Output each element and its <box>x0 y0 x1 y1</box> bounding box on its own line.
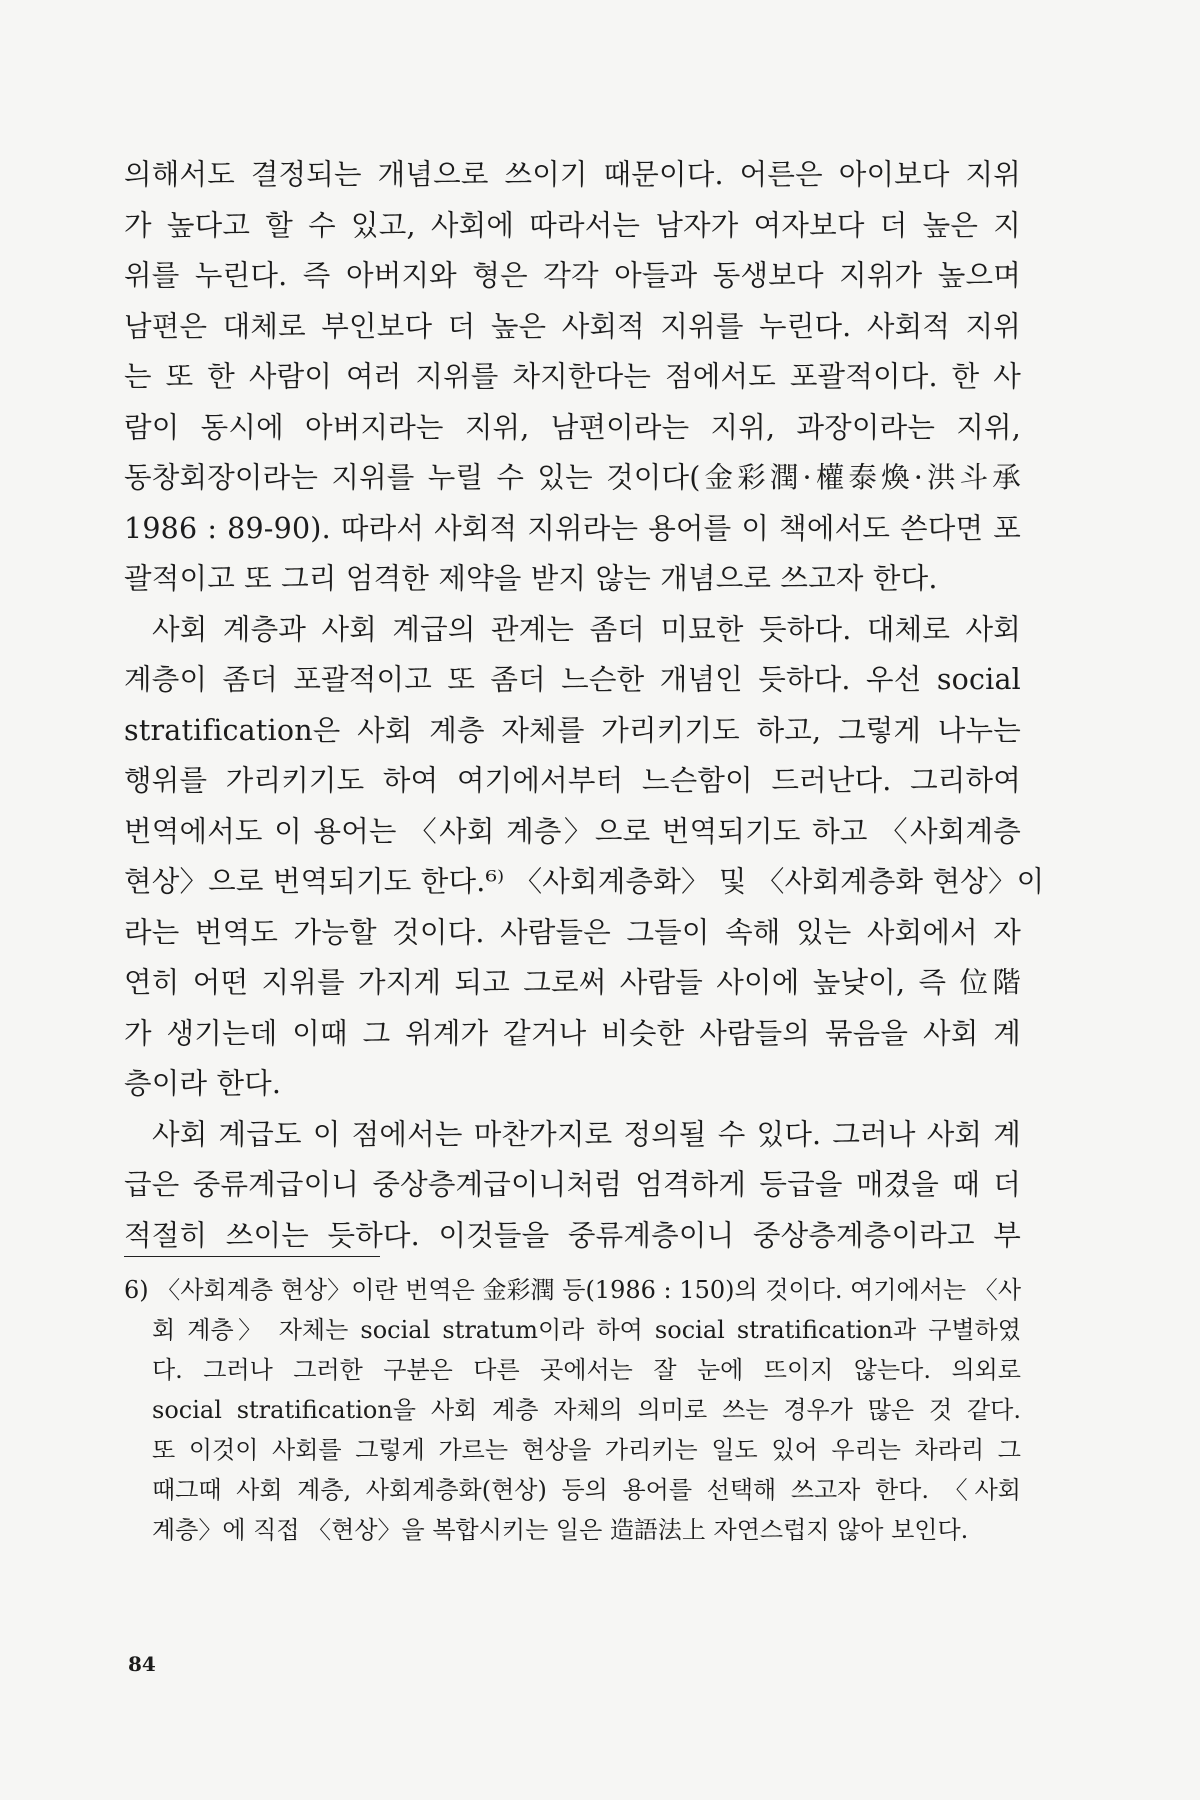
text-line: 가 생기는데 이때 그 위계가 같거나 비슷한 사람들의 묶음을 사회 계 <box>124 1016 1021 1050</box>
paragraph <box>124 1110 1021 1262</box>
text-line: 연히 어떤 지위를 가지게 되고 그로써 사람들 사이에 높낮이, 즉 位階 <box>124 966 1021 999</box>
footnote-line: 때그때 사회 계층, 사회계층화(현상) 등의 용어를 선택해 쓰고자 한다. 〈사회 <box>152 1476 1021 1504</box>
footnote-line: 다. 그러나 그러한 구분은 다른 곳에서는 잘 눈에 뜨이지 않는다. 의외로 <box>152 1356 1021 1384</box>
footnote-line: social stratification을 사회 계층 자체의 의미로 쓰는 경우가 많은 것 같다. <box>152 1396 1021 1424</box>
text-line: 는 또 한 사람이 여러 지위를 차지한다는 점에서도 포괄적이다. 한 사 <box>124 360 1021 393</box>
footnote-line: 또 이것이 사회를 그렇게 가르는 현상을 가리키는 일도 있어 우리는 차라리 그 <box>152 1436 1021 1464</box>
body-text <box>124 150 1045 1261</box>
text-line: 라는 번역도 가능할 것이다. 사람들은 그들이 속해 있는 사회에서 자 <box>124 915 1021 949</box>
text-line: 급은 중류계급이니 중상층계급이니처럼 엄격하게 등급을 매겼을 때 더 <box>124 1168 1021 1201</box>
text-line: 층이라 한다. <box>124 1067 282 1100</box>
text-line: 현상〉으로 번역되기도 한다.⁶⁾ 〈사회계층화〉 및 〈사회계층화 현상〉이 <box>124 865 1045 898</box>
text-line: 1986 : 89-90). 따라서 사회적 지위라는 용어를 이 책에서도 쓴다면 포 <box>124 511 1021 545</box>
text-line: 적절히 쓰이는 듯하다. 이것들을 중류계층이니 중상층계층이라고 부 <box>124 1218 1021 1252</box>
text-line: 위를 누린다. 즉 아버지와 형은 각각 아들과 동생보다 지위가 높으며 <box>124 259 1021 292</box>
text-line: 괄적이고 또 그리 엄격한 제약을 받지 않는 개념으로 쓰고자 한다. <box>124 562 938 595</box>
text-line: 가 높다고 할 수 있고, 사회에 따라서는 남자가 여자보다 더 높은 지 <box>124 208 1021 242</box>
footnote-line: 계층〉에 직접 〈현상〉을 복합시키는 일은 造語法上 자연스럽지 않아 보인다. <box>152 1516 969 1544</box>
page-number: 84 <box>128 1652 156 1676</box>
text-line: 행위를 가리키기도 하여 여기에서부터 느슨함이 드러난다. 그리하여 <box>124 764 1021 797</box>
text-line: 동창회장이라는 지위를 누릴 수 있는 것이다(金彩潤·權泰煥·洪斗承 <box>124 461 1021 494</box>
paragraph <box>124 150 1021 605</box>
footnote-line: 회 계층〉 자체는 social stratum이라 하여 social stratification과 구별하였 <box>152 1316 1021 1344</box>
text-line: 사회 계층과 사회 계급의 관계는 좀더 미묘한 듯하다. 대체로 사회 <box>152 612 1021 646</box>
text-line: 사회 계급도 이 점에서는 마찬가지로 정의될 수 있다. 그러나 사회 계 <box>152 1117 1021 1151</box>
text-line: 람이 동시에 아버지라는 지위, 남편이라는 지위, 과장이라는 지위, <box>124 410 1021 444</box>
paragraph <box>124 605 1045 1110</box>
text-line: 번역에서도 이 용어는 〈사회 계층〉으로 번역되기도 하고 〈사회계층 <box>124 814 1021 848</box>
text-line: 남편은 대체로 부인보다 더 높은 사회적 지위를 누린다. 사회적 지위 <box>124 309 1021 343</box>
footnote <box>124 1270 1021 1550</box>
text-line: 계층이 좀더 포괄적이고 또 좀더 느슨한 개념인 듯하다. 우선 social <box>124 663 1021 696</box>
footnote-divider <box>124 1256 380 1257</box>
text-line: 의해서도 결정되는 개념으로 쓰이기 때문이다. 어른은 아이보다 지위 <box>124 158 1021 191</box>
footnote-line: 6) 〈사회계층 현상〉이란 번역은 金彩潤 등(1986 : 150)의 것이다. 여기에서는 〈사 <box>124 1276 1021 1304</box>
text-line: stratification은 사회 계층 자체를 가리키기도 하고, 그렇게 나누는 <box>124 713 1021 747</box>
